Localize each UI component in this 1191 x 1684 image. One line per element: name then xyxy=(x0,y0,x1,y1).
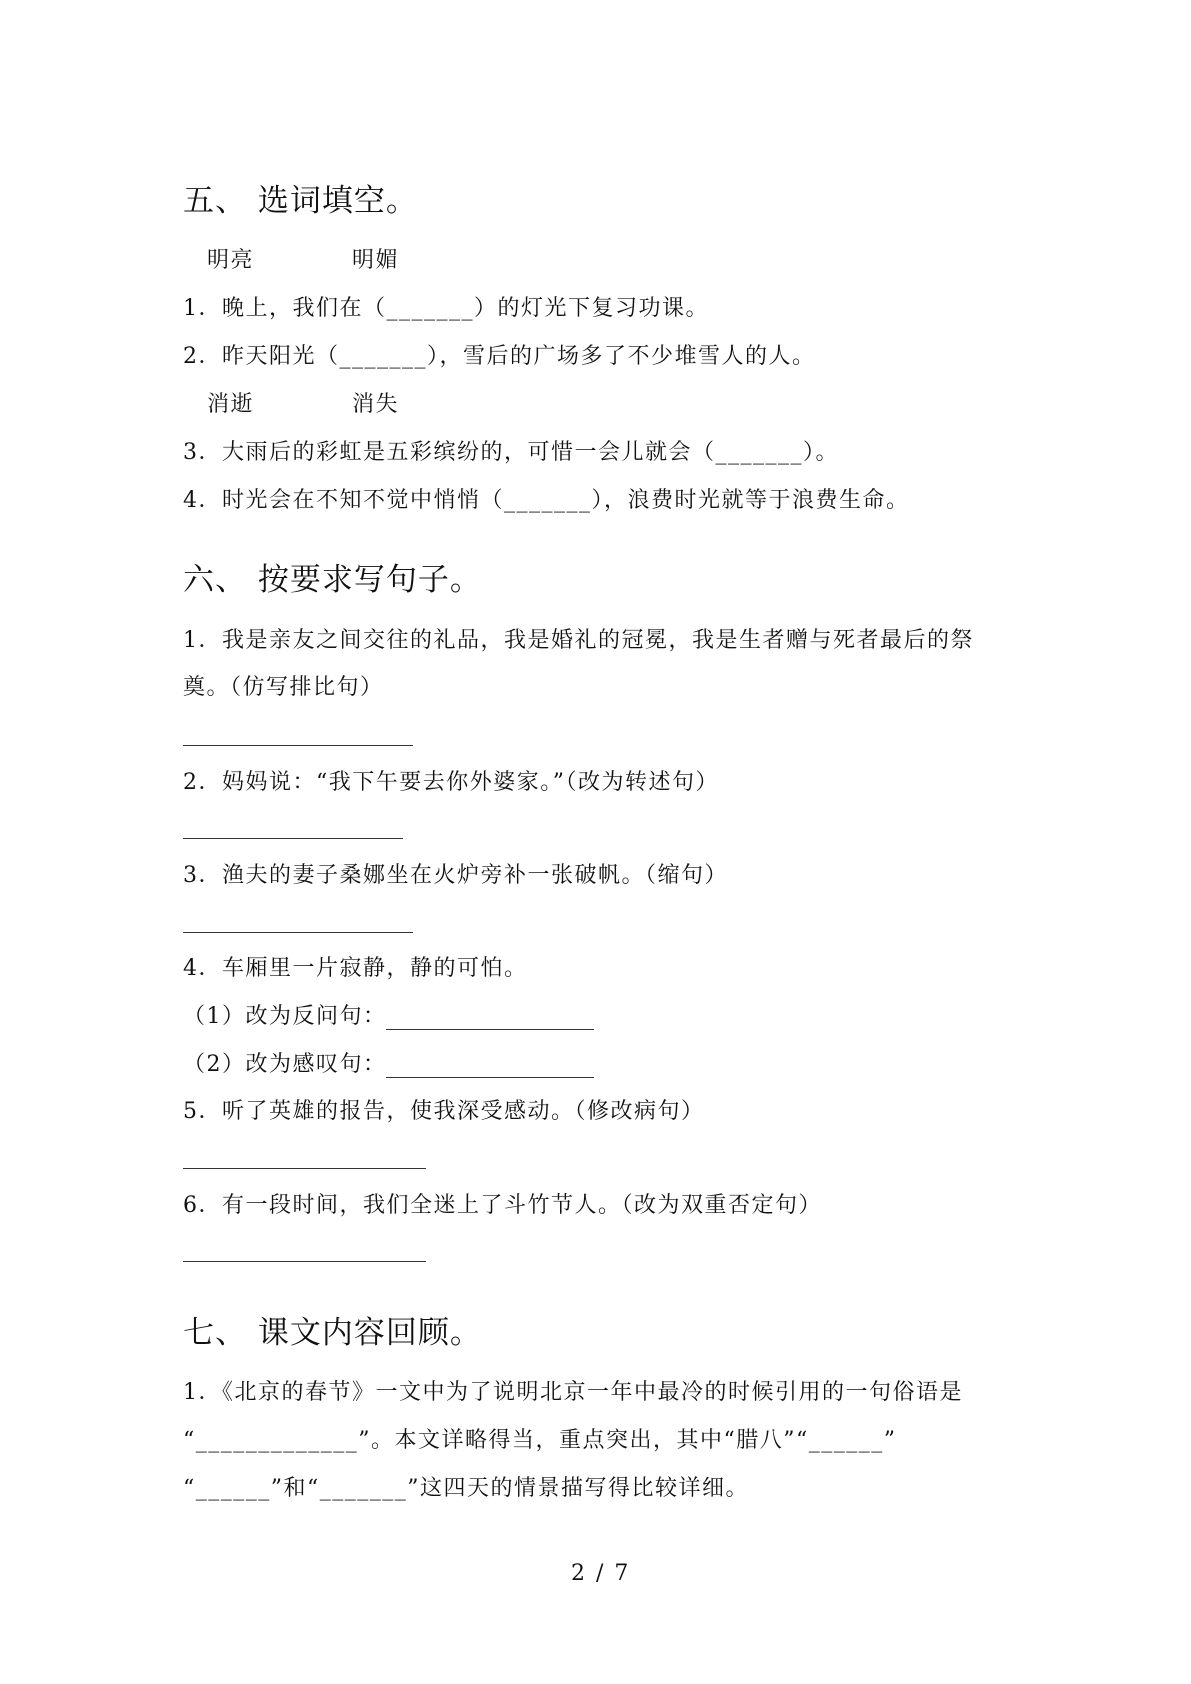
section-5-q4: 4．时光会在不知不觉中悄悄（_______），浪费时光就等于浪费生命。 xyxy=(183,488,910,513)
word-option-4: 消失 xyxy=(352,392,400,417)
section-6-q4: 4．车厢里一片寂静，静的可怕。 xyxy=(183,956,528,981)
answer-line-q1 xyxy=(183,745,413,746)
page-number: 2 / 7 xyxy=(571,1561,631,1586)
answer-line-q3 xyxy=(183,932,413,933)
section-7-heading: 七、 课文内容回顾。 xyxy=(183,1315,482,1351)
section-6-q3: 3．渔夫的妻子桑娜坐在火炉旁补一张破帆。（缩句） xyxy=(183,863,728,888)
section-6-q1-line1: 1．我是亲友之间交往的礼品，我是婚礼的冠冕，我是生者赠与死者最后的祭 xyxy=(183,628,974,653)
answer-line-q4-sub1 xyxy=(386,1029,594,1030)
word-option-3: 消逝 xyxy=(207,392,255,417)
section-7-q1-line1: 1．《北京的春节》一文中为了说明北京一年中最冷的时候引用的一句俗语是 xyxy=(183,1380,963,1405)
answer-line-q4-sub2 xyxy=(386,1077,594,1078)
section-6-q5: 5．听了英雄的报告，使我深受感动。（修改病句） xyxy=(183,1099,705,1124)
word-option-1: 明亮 xyxy=(207,248,255,273)
section-5-q1: 1．晚上，我们在（_______）的灯光下复习功课。 xyxy=(183,296,709,321)
section-6-q2: 2．妈妈说：“我下午要去你外婆家。”（改为转述句） xyxy=(183,770,719,795)
section-6-q4-sub1: （1）改为反问句： xyxy=(183,1004,387,1029)
answer-line-q6 xyxy=(183,1261,426,1262)
section-7-q1-line3: “______”和“_______”这四天的情景描写得比较详细。 xyxy=(183,1476,749,1501)
section-7-q1-line2: “_____________”。本文详略得当，重点突出，其中“腊八”“______” xyxy=(183,1428,897,1453)
word-option-2: 明媚 xyxy=(352,248,400,273)
section-6-q4-sub2: （2）改为感叹句： xyxy=(183,1052,387,1077)
answer-line-q5 xyxy=(183,1168,426,1169)
answer-line-q2 xyxy=(183,838,403,839)
section-6-heading: 六、 按要求写句子。 xyxy=(183,562,482,598)
section-5-heading: 五、 选词填空。 xyxy=(183,183,418,219)
section-5-q3: 3．大雨后的彩虹是五彩缤纷的，可惜一会儿就会（_______）。 xyxy=(183,440,839,465)
section-6-q6: 6．有一段时间，我们全迷上了斗竹节人。（改为双重否定句） xyxy=(183,1193,822,1218)
section-5-q2: 2．昨天阳光（_______），雪后的广场多了不少堆雪人的人。 xyxy=(183,344,816,369)
section-6-q1-line2: 奠。（仿写排比句） xyxy=(183,675,384,700)
